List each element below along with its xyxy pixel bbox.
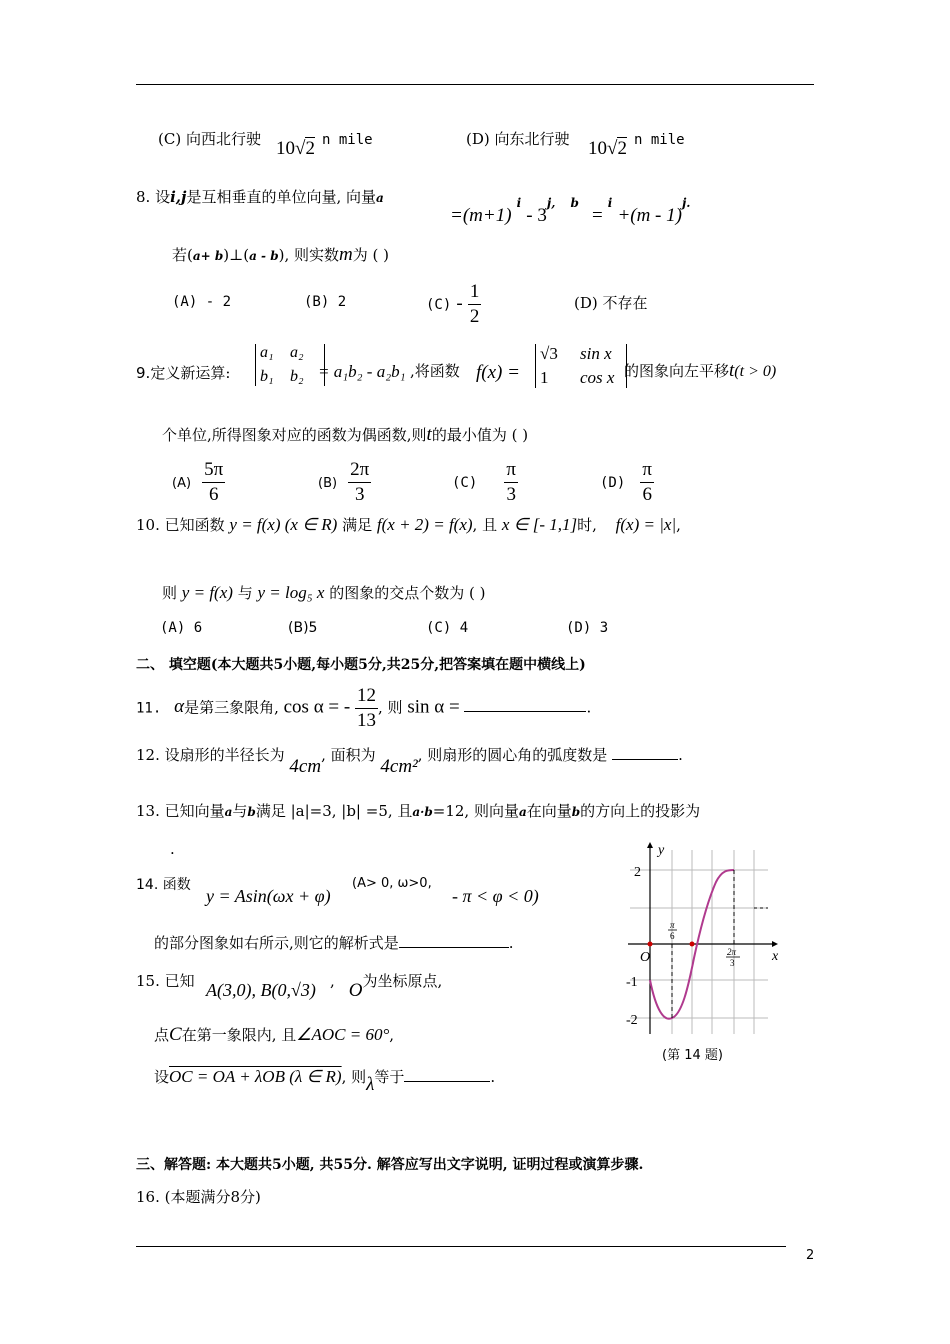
section-2-heading: 二、 填空题(本大题共5小题,每小题5分,共25分,把答案填在题中横线上) [136,657,586,673]
q9-option-a: (A) $\frac{5\pi}{6}$ [172,459,224,505]
q9-fx: f(x) = [476,362,520,383]
section-3-heading: 三、解答题: 本大题共5小题, 共55分. 解答应写出文字说明, 证明过程或演算步骤. [136,1157,644,1173]
q8-option-c: (C) - $\frac{1}{2}$ [426,281,480,327]
q7-option-d-unit: n mile [634,132,685,148]
tick-y-2: 2 [634,865,641,880]
q7-option-c-value: 10√2 [276,138,315,159]
q15-line3: 设OC = OA + λOB (λ ∈ R), 则λ等于 . [154,1067,496,1095]
q9-text2: ,将函数 [410,362,460,380]
q12: 12. 设扇形的半径长为 4cm, 面积为 4cm², 则扇形的圆心角的弧度数是 . [136,746,683,777]
x-axis-label: x [772,949,779,964]
y-axis-label: y [658,843,665,858]
tick-pi6-den: 6 [670,931,675,941]
q10-option-b: (B)5 [288,620,318,636]
tick-2pi3-num: 2π [727,947,737,957]
q8-option-b: (B) 2 [304,294,347,310]
zero-point [690,942,695,947]
q8-vector-expr: =(m+1) $^i - 3^{j,}$ $^b$ = $^i$ +(m - 1)$^{j.}$ [450,196,691,226]
q10-line2: 则 y = f(x) 与 y = log₅ x 的图象的交点个数为 ( ) [162,583,486,602]
footer-rule [136,1246,786,1247]
q9-option-d: (D) $\frac{\pi}{6}$ [600,459,652,505]
q7-option-c: (C) 向西北行驶 [158,130,261,148]
q9-determinant-rhs: = a₁b₂ - a₂b₁ [318,362,406,381]
q10-option-a: (A) 6 [160,620,203,636]
q9-line2: 个单位,所得图象对应的函数为偶函数,则t的最小值为 ( ) [162,424,529,445]
q9-text3: 的图象向左平移t(t > 0) [624,360,777,381]
q9-option-c: (C) $\frac{\pi}{3}$ [452,459,516,505]
q14-condition: (A> 0, ω>0, [352,876,432,891]
q9-matrix: √3 sin x 1 cos x [535,344,627,388]
q8-option-d: (D) 不存在 [574,294,648,312]
x-axis-arrow [772,941,778,947]
q13-line2: . [170,840,175,858]
q8-option-a: (A) - 2 [172,294,232,310]
q15-answer-blank[interactable] [404,1067,490,1082]
q7-option-d: (D) 向东北行驶 [466,130,570,148]
q8-line1: 8. 设i,j是互相垂直的单位向量, 向量a [136,188,384,206]
q9-option-b: (B) $\frac{2\pi}{3}$ [318,459,370,505]
q13-line1: 13. 已知向量a与b满足 |a|=3, |b| =5, 且a·b=12, 则向量a在向量b的方向上的投影为 [136,802,701,820]
q10-line1: 10. 已知函数 y = f(x) (x ∈ R) 满足 f(x + 2) = f(x), 且 x ∈ [- 1,1]时, f(x) = |x|, [136,515,681,534]
tick-pi6-num: π [670,920,675,930]
q11: 11. α是第三象限角, cos α = - $\frac{12}{13}$ , 则 sin α = . [136,685,592,731]
y-axis-arrow [647,842,653,848]
q14-function: y = Asin(ωx + φ) [206,886,331,906]
origin-point [648,942,653,947]
q15-line1: 15. 已知 [136,972,195,990]
q15-points: A(3,0), B(0,√3) [206,980,316,1000]
q9-determinant: a₁ a₂ b₁ b₂ [255,344,325,386]
q8-line2: 若(a+ b)⊥(a - b), 则实数m为 ( ) [172,244,389,265]
graph-caption: (第 14 题) [662,1048,723,1063]
q7-option-c-unit: n mile [322,132,373,148]
q14-graph [620,838,790,1038]
tick-2pi3-den: 3 [730,958,735,968]
q10-option-c: (C) 4 [426,620,469,636]
q14-line1: 14. 函数 [136,877,191,893]
header-rule [136,84,814,85]
q9-lead: 9.定义新运算: [136,364,231,382]
q11-answer-blank[interactable] [464,695,586,712]
q10-option-d: (D) 3 [566,620,609,636]
q16: 16. (本题满分8分) [136,1188,261,1206]
page-number: 2 [806,1248,815,1263]
q14-answer-blank[interactable] [399,933,509,948]
q14-condition2: - π < φ < 0) [452,886,539,906]
q12-answer-blank[interactable] [612,745,678,760]
q14-line2: 的部分图象如右所示,则它的解析式是 . [154,934,514,952]
q7-option-d-value: 10√2 [588,138,627,159]
q15-text1: , O为坐标原点, [330,972,443,1001]
q15-line2: 点C在第一象限内, 且∠AOC = 60°, [154,1024,395,1045]
tick-y-minus1: -1 [626,975,638,990]
tick-y-minus2: -2 [626,1013,638,1028]
origin-label: O [640,950,651,965]
